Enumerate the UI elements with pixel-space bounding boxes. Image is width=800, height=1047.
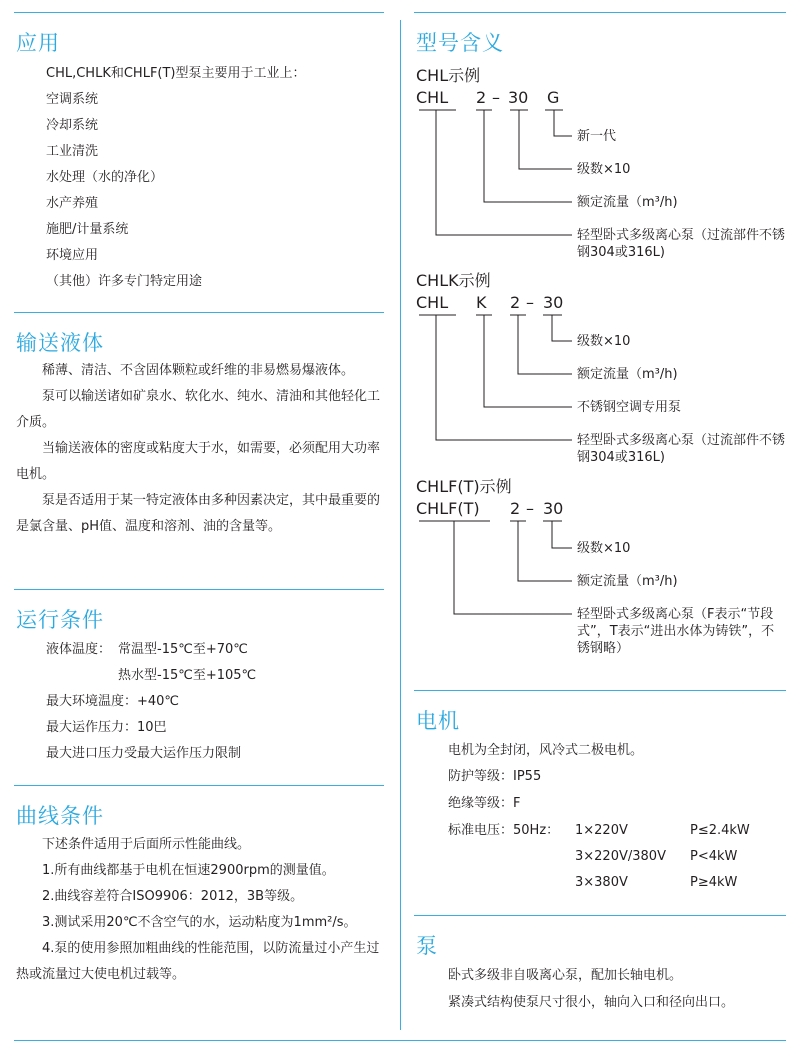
- motor-insulation: 绝缘等级：F: [448, 796, 521, 811]
- curve-paragraph: 2.曲线容差符合ISO9906：2012，3B等级。: [42, 889, 304, 904]
- chl-desc-flow: 额定流量（m³/h): [577, 195, 678, 210]
- chl-example-heading: CHL示例: [416, 66, 481, 85]
- chlk-code-base: CHL: [416, 293, 449, 312]
- chlf-desc-pump: 轻型卧式多级离心泵（F表示“节段式”，T表示“进出水体为铸铁”，不锈钢略）: [577, 607, 775, 656]
- temp-label: 液体温度：: [46, 642, 112, 657]
- chlk-desc-flow: 额定流量（m³/h): [577, 367, 678, 382]
- chlf-code-flow: 2: [510, 499, 521, 518]
- application-item: 环境应用: [46, 248, 99, 263]
- curve-paragraph: 3.测试采用20℃不含空气的水，运动粘度为1mm²/s。: [42, 915, 357, 930]
- curve-paragraphs: [16, 832, 386, 988]
- chlf-desc-flow: 额定流量（m³/h): [577, 574, 678, 589]
- application-intro: CHL,CHLK和CHLF(T)型泵主要用于工业上：: [46, 66, 306, 81]
- chlk-code-flow: 2: [510, 293, 521, 312]
- rule-liquid: [14, 312, 384, 313]
- motor-voltage-label: 标准电压：50Hz：: [448, 823, 560, 838]
- motor-line1: 电机为全封闭，风冷式二极电机。: [448, 743, 644, 758]
- section-title-application: 应用: [16, 31, 60, 55]
- application-item: 施肥/计量系统: [46, 222, 129, 237]
- curve-paragraph: 下述条件适用于后面所示性能曲线。: [42, 837, 251, 852]
- column-divider: [400, 20, 401, 1030]
- section-title-pump: 泵: [416, 934, 438, 958]
- voltage-power: P≥4kW: [690, 875, 738, 890]
- top-rule-right: [414, 12, 786, 13]
- chl-code-gen: G: [547, 88, 560, 107]
- application-item: 工业清洗: [46, 144, 99, 159]
- chlk-code-stages: 30: [543, 293, 564, 312]
- section-title-liquid: 输送液体: [16, 331, 104, 355]
- chlk-example-heading: CHLK示例: [416, 271, 491, 290]
- chlk-desc-stages: 级数×10: [577, 334, 631, 349]
- chlk-code-dash: –: [526, 293, 534, 312]
- chlf-code-base: CHLF(T): [416, 499, 480, 518]
- liquid-paragraph: 泵可以输送诸如矿泉水、软化水、纯水、清油和其他轻化工介质。: [16, 389, 381, 430]
- chlf-code-stages: 30: [543, 499, 564, 518]
- section-title-curve: 曲线条件: [16, 804, 104, 828]
- liquid-paragraphs: [16, 358, 386, 540]
- chl-desc-gen: 新一代: [577, 129, 617, 144]
- rule-operating: [14, 589, 384, 590]
- voltage-power: P<4kW: [690, 849, 738, 864]
- inlet-pressure: 最大进口压力受最大运作压力限制: [46, 746, 242, 761]
- voltage-value: 3×380V: [575, 875, 628, 890]
- temp-normal: 常温型-15℃至+70℃: [118, 642, 248, 657]
- application-item: 空调系统: [46, 92, 99, 107]
- pump-line2: 紧凑式结构使泵尺寸很小，轴向入口和径向出口。: [448, 995, 735, 1010]
- chlk-desc-k: 不锈钢空调专用泵: [577, 400, 682, 415]
- application-item: 水处理（水的净化）: [46, 170, 164, 185]
- curve-paragraph: 1.所有曲线都基于电机在恒速2900rpm的测量值。: [42, 863, 335, 878]
- chl-desc-stages: 级数×10: [577, 162, 631, 177]
- liquid-paragraph: 当输送液体的密度或粘度大于水，如需要，必须配用大功率电机。: [16, 441, 381, 482]
- rule-motor: [414, 690, 786, 691]
- temp-hot: 热水型-15℃至+105℃: [118, 668, 257, 683]
- top-rule-left: [14, 12, 384, 13]
- voltage-value: 3×220V/380V: [575, 849, 666, 864]
- chlk-desc-pump: 轻型卧式多级离心泵（过流部件不锈钢304或316L): [577, 433, 786, 465]
- motor-protection: 防护等级：IP55: [448, 769, 542, 784]
- section-title-motor: 电机: [416, 709, 460, 733]
- liquid-paragraph: 稀薄、清洁、不含固体颗粒或纤维的非易燃易爆液体。: [42, 363, 355, 378]
- max-pressure: 最大运作压力：10巴: [46, 720, 167, 735]
- chlf-example-heading: CHLF(T)示例: [416, 477, 512, 496]
- chl-desc-pump: 轻型卧式多级离心泵（过流部件不锈钢304或316L): [577, 228, 786, 260]
- voltage-value: 1×220V: [575, 823, 628, 838]
- rule-pump: [414, 915, 786, 916]
- chl-code-flow: 2: [476, 88, 487, 107]
- voltage-power: P≤2.4kW: [690, 823, 750, 838]
- chl-code-base: CHL: [416, 88, 449, 107]
- rule-curve: [14, 785, 384, 786]
- pump-line1: 卧式多级非自吸离心泵，配加长轴电机。: [448, 968, 683, 983]
- chl-code-stages: 30: [508, 88, 529, 107]
- application-item: （其他）许多专门特定用途: [46, 274, 203, 289]
- ambient-temp: 最大环境温度：+40℃: [46, 694, 180, 709]
- section-title-operating: 运行条件: [16, 608, 104, 632]
- application-item: 水产养殖: [46, 196, 99, 211]
- bottom-rule: [14, 1040, 786, 1041]
- chlf-code-dash: –: [526, 499, 534, 518]
- section-title-model: 型号含义: [416, 31, 504, 55]
- liquid-paragraph: 泵是否适用于某一特定液体由多种因素决定，其中最重要的是氯含量、pH值、温度和溶剂、油的含量等。: [16, 493, 381, 534]
- chlf-desc-stages: 级数×10: [577, 541, 631, 556]
- application-item: 冷却系统: [46, 118, 99, 133]
- curve-paragraph: 4.泵的使用参照加粗曲线的性能范围，以防流量过小产生过热或流量过大使电机过载等。: [16, 941, 380, 982]
- chlk-code-k: K: [476, 293, 487, 312]
- chl-code-dash: –: [492, 88, 500, 107]
